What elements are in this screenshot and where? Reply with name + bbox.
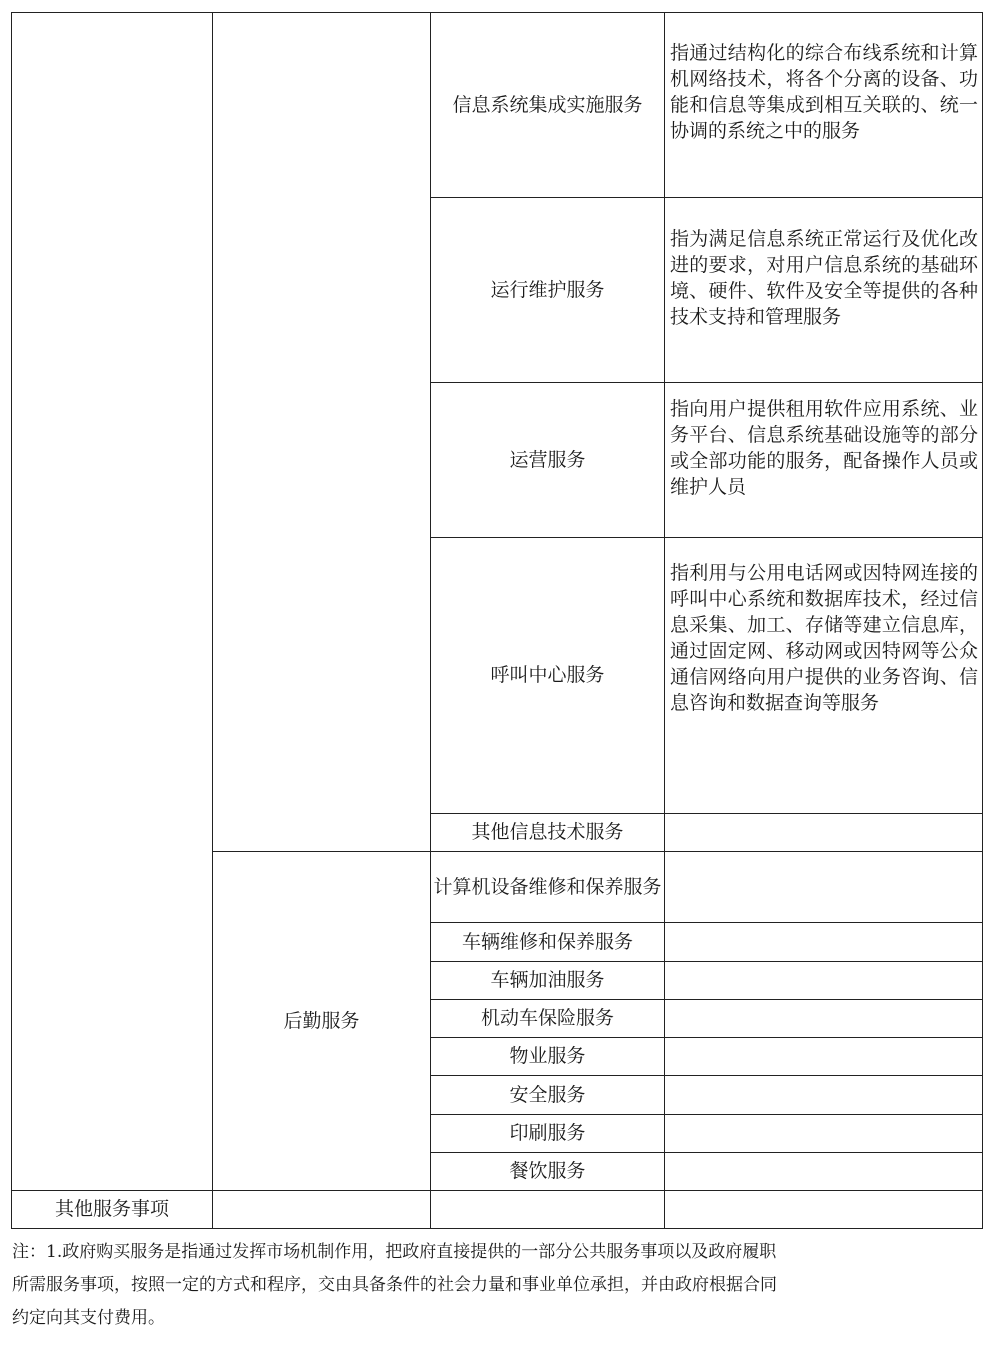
- category-logistics: [213, 852, 430, 1190]
- service-name-cell: [431, 1000, 664, 1037]
- service-name: 计算机设备维修和保养服务: [433, 875, 662, 898]
- category-other: [12, 1191, 212, 1228]
- service-name-cell: [431, 1076, 664, 1114]
- service-name-cell: [431, 962, 664, 999]
- service-name: 运营服务: [509, 448, 586, 471]
- service-name-cell: [431, 852, 664, 922]
- footnote-line: 注：1.政府购买服务是指通过发挥市场机制作用，把政府直接提供的一部分公共服务事项以及政府履职: [12, 1242, 777, 1262]
- service-name-cell: [431, 538, 664, 813]
- service-description: 指利用与公用电话网或因特网连接的呼叫中心系统和数据库技术，经过信息采集、加工、存储等建立信息库，通过固定网、移动网或因特网等公众通信网络向用户提供的业务咨询、信息咨询和数据查询等服务: [670, 562, 978, 714]
- service-name: 机动车保险服务: [480, 1007, 614, 1029]
- service-name: 呼叫中心服务: [490, 664, 605, 686]
- service-name: 车辆维修和保养服务: [461, 930, 633, 953]
- service-description: 指为满足信息系统正常运行及优化改进的要求，对用户信息系统的基础环境、硬件、软件及安全等提供的各种技术支持和管理服务: [670, 228, 978, 328]
- service-name: 信息系统集成实施服务: [452, 93, 643, 116]
- service-name-cell: [431, 1038, 664, 1075]
- service-name: 其他信息技术服务: [471, 821, 624, 843]
- service-name: 餐饮服务: [509, 1160, 586, 1182]
- service-name-cell: [431, 923, 664, 961]
- footnote-line: 约定向其支付费用。: [12, 1308, 165, 1328]
- service-name: 安全服务: [509, 1083, 586, 1106]
- service-description: 指通过结构化的综合布线系统和计算机网络技术，将各个分离的设备、功能和信息等集成到相互关联的、统一协调的系统之中的服务: [670, 42, 978, 142]
- footnote-line: 所需服务事项，按照一定的方式和程序，交由具备条件的社会力量和事业单位承担，并由政府根据合同: [12, 1275, 777, 1295]
- service-name: 印刷服务: [509, 1122, 586, 1144]
- service-name-cell: [431, 13, 664, 197]
- service-name-cell: [431, 383, 664, 537]
- service-name: 物业服务: [509, 1045, 586, 1067]
- service-name: 车辆加油服务: [490, 969, 605, 991]
- category-label: 其他服务事项: [54, 1198, 169, 1220]
- service-name-cell: [431, 1115, 664, 1152]
- service-name-cell: [431, 198, 664, 382]
- category-label: 后勤服务: [283, 1009, 360, 1032]
- service-name-cell: [431, 1153, 664, 1190]
- service-description: 指向用户提供租用软件应用系统、业务平台、信息系统基础设施等的部分或全部功能的服务，配备操作人员或维护人员: [670, 398, 978, 498]
- service-name: 运行维护服务: [490, 278, 605, 301]
- service-name-cell: [431, 814, 664, 851]
